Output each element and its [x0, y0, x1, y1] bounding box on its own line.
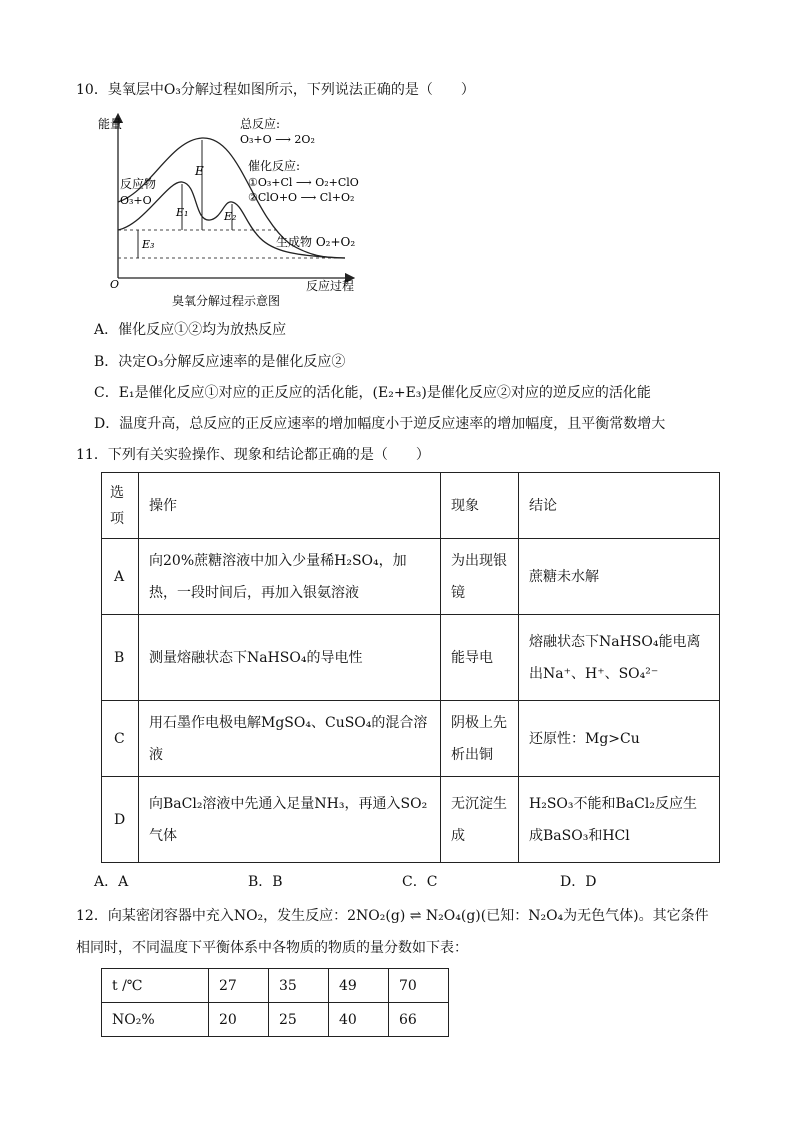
row-select: A: [102, 539, 139, 615]
q10-option-a: A．催化反应①②均为放热反应: [94, 322, 287, 338]
header-conclusion: 结论: [519, 473, 720, 539]
row-operation: 向BaCl₂溶液中先通入足量NH₃，再通入SO₂气体: [139, 777, 441, 863]
catalytic-2: ②ClO+O ⟶ Cl+O₂: [248, 191, 355, 204]
row-conclusion: 熔融状态下NaHSO₄能电离出Na⁺、H⁺、SO₄²⁻: [519, 615, 720, 701]
table-row: [102, 777, 720, 863]
temp-cell: 35: [269, 969, 329, 1003]
q11-stem: 11．下列有关实验操作、现象和结论都正确的是（ ）: [76, 447, 430, 463]
no2-cell: 66: [389, 1003, 449, 1037]
q12-line-1: 12．向某密闭容器中充入NO₂，发生反应：2NO₂(g) ⇌ N₂O₄(g)(已知：N₂O₄为无色气体)。其它条件: [76, 908, 709, 924]
q11-choice-c: C．C: [402, 874, 438, 890]
q11-choice-d: D．D: [560, 874, 597, 890]
reactants-label: 反应物: [120, 177, 157, 191]
label-e2: E₂: [224, 210, 237, 223]
catalytic-1: ①O₃+Cl ⟶ O₂+ClO: [248, 176, 359, 189]
header-operation: 操作: [139, 473, 441, 539]
label-e: E: [195, 164, 204, 178]
total-reaction: O₃+O ⟶ 2O₂: [240, 133, 315, 146]
label-e1: E₁: [176, 206, 189, 219]
no2-cell: 20: [209, 1003, 269, 1037]
products-label: 生成物 O₂+O₂: [276, 235, 356, 249]
label-e3: E₃: [142, 238, 155, 251]
row-conclusion: H₂SO₃不能和BaCl₂反应生成BaSO₃和HCl: [519, 777, 720, 863]
no2-cell: 25: [269, 1003, 329, 1037]
row-operation: 测量熔融状态下NaHSO₄的导电性: [139, 615, 441, 701]
table-header-row: [102, 473, 720, 539]
no2-label: NO₂%: [102, 1003, 209, 1037]
temp-cell: 27: [209, 969, 269, 1003]
row-select: B: [102, 615, 139, 701]
no2-cell: 40: [329, 1003, 389, 1037]
no2-table: [101, 968, 449, 1037]
catalytic-title: 催化反应:: [248, 159, 301, 173]
q10-option-c: C．E₁是催化反应①对应的正反应的活化能，(E₂+E₃)是催化反应②对应的逆反应的活化能: [94, 385, 651, 401]
origin-label: O: [110, 278, 120, 291]
q10-option-d: D．温度升高，总反应的正反应速率的增加幅度小于逆反应速率的增加幅度，且平衡常数增大: [94, 416, 666, 432]
table-row: [102, 539, 720, 615]
table-row: [102, 615, 720, 701]
row-conclusion: 还原性：Mg>Cu: [519, 701, 720, 777]
row-phenomenon: 为出现银镜: [441, 539, 519, 615]
row-select: D: [102, 777, 139, 863]
row-operation: 用石墨作电极电解MgSO₄、CuSO₄的混合溶液: [139, 701, 441, 777]
reactants-formula: O₃+O: [120, 194, 152, 207]
q11-choice-b: B．B: [248, 874, 283, 890]
table-row: [102, 969, 449, 1003]
table-row: [102, 1003, 449, 1037]
energy-diagram: [90, 112, 380, 310]
q12-line-2: 相同时，不同温度下平衡体系中各物质的物质的量分数如下表：: [76, 940, 468, 956]
temp-label: t /℃: [102, 969, 209, 1003]
q10-option-b: B．决定O₃分解反应速率的是催化反应②: [94, 354, 346, 370]
row-phenomenon: 无沉淀生成: [441, 777, 519, 863]
row-conclusion: 蔗糖未水解: [519, 539, 720, 615]
row-phenomenon: 能导电: [441, 615, 519, 701]
experiment-table: [101, 472, 720, 863]
row-select: C: [102, 701, 139, 777]
table-row: [102, 701, 720, 777]
row-phenomenon: 阴极上先析出铜: [441, 701, 519, 777]
header-select: 选项: [102, 473, 139, 539]
figure-caption: 臭氧分解过程示意图: [172, 294, 281, 308]
q11-choice-a: A．A: [94, 874, 129, 890]
temp-cell: 49: [329, 969, 389, 1003]
temp-cell: 70: [389, 969, 449, 1003]
x-axis-label: 反应过程: [306, 279, 355, 293]
row-operation: 向20%蔗糖溶液中加入少量稀H₂SO₄，加热，一段时间后，再加入银氨溶液: [139, 539, 441, 615]
q10-stem: 10．臭氧层中O₃分解过程如图所示，下列说法正确的是（ ）: [76, 82, 475, 98]
header-phenomenon: 现象: [441, 473, 519, 539]
total-reaction-title: 总反应:: [240, 117, 281, 131]
y-axis-label-1: 能量: [98, 117, 123, 131]
